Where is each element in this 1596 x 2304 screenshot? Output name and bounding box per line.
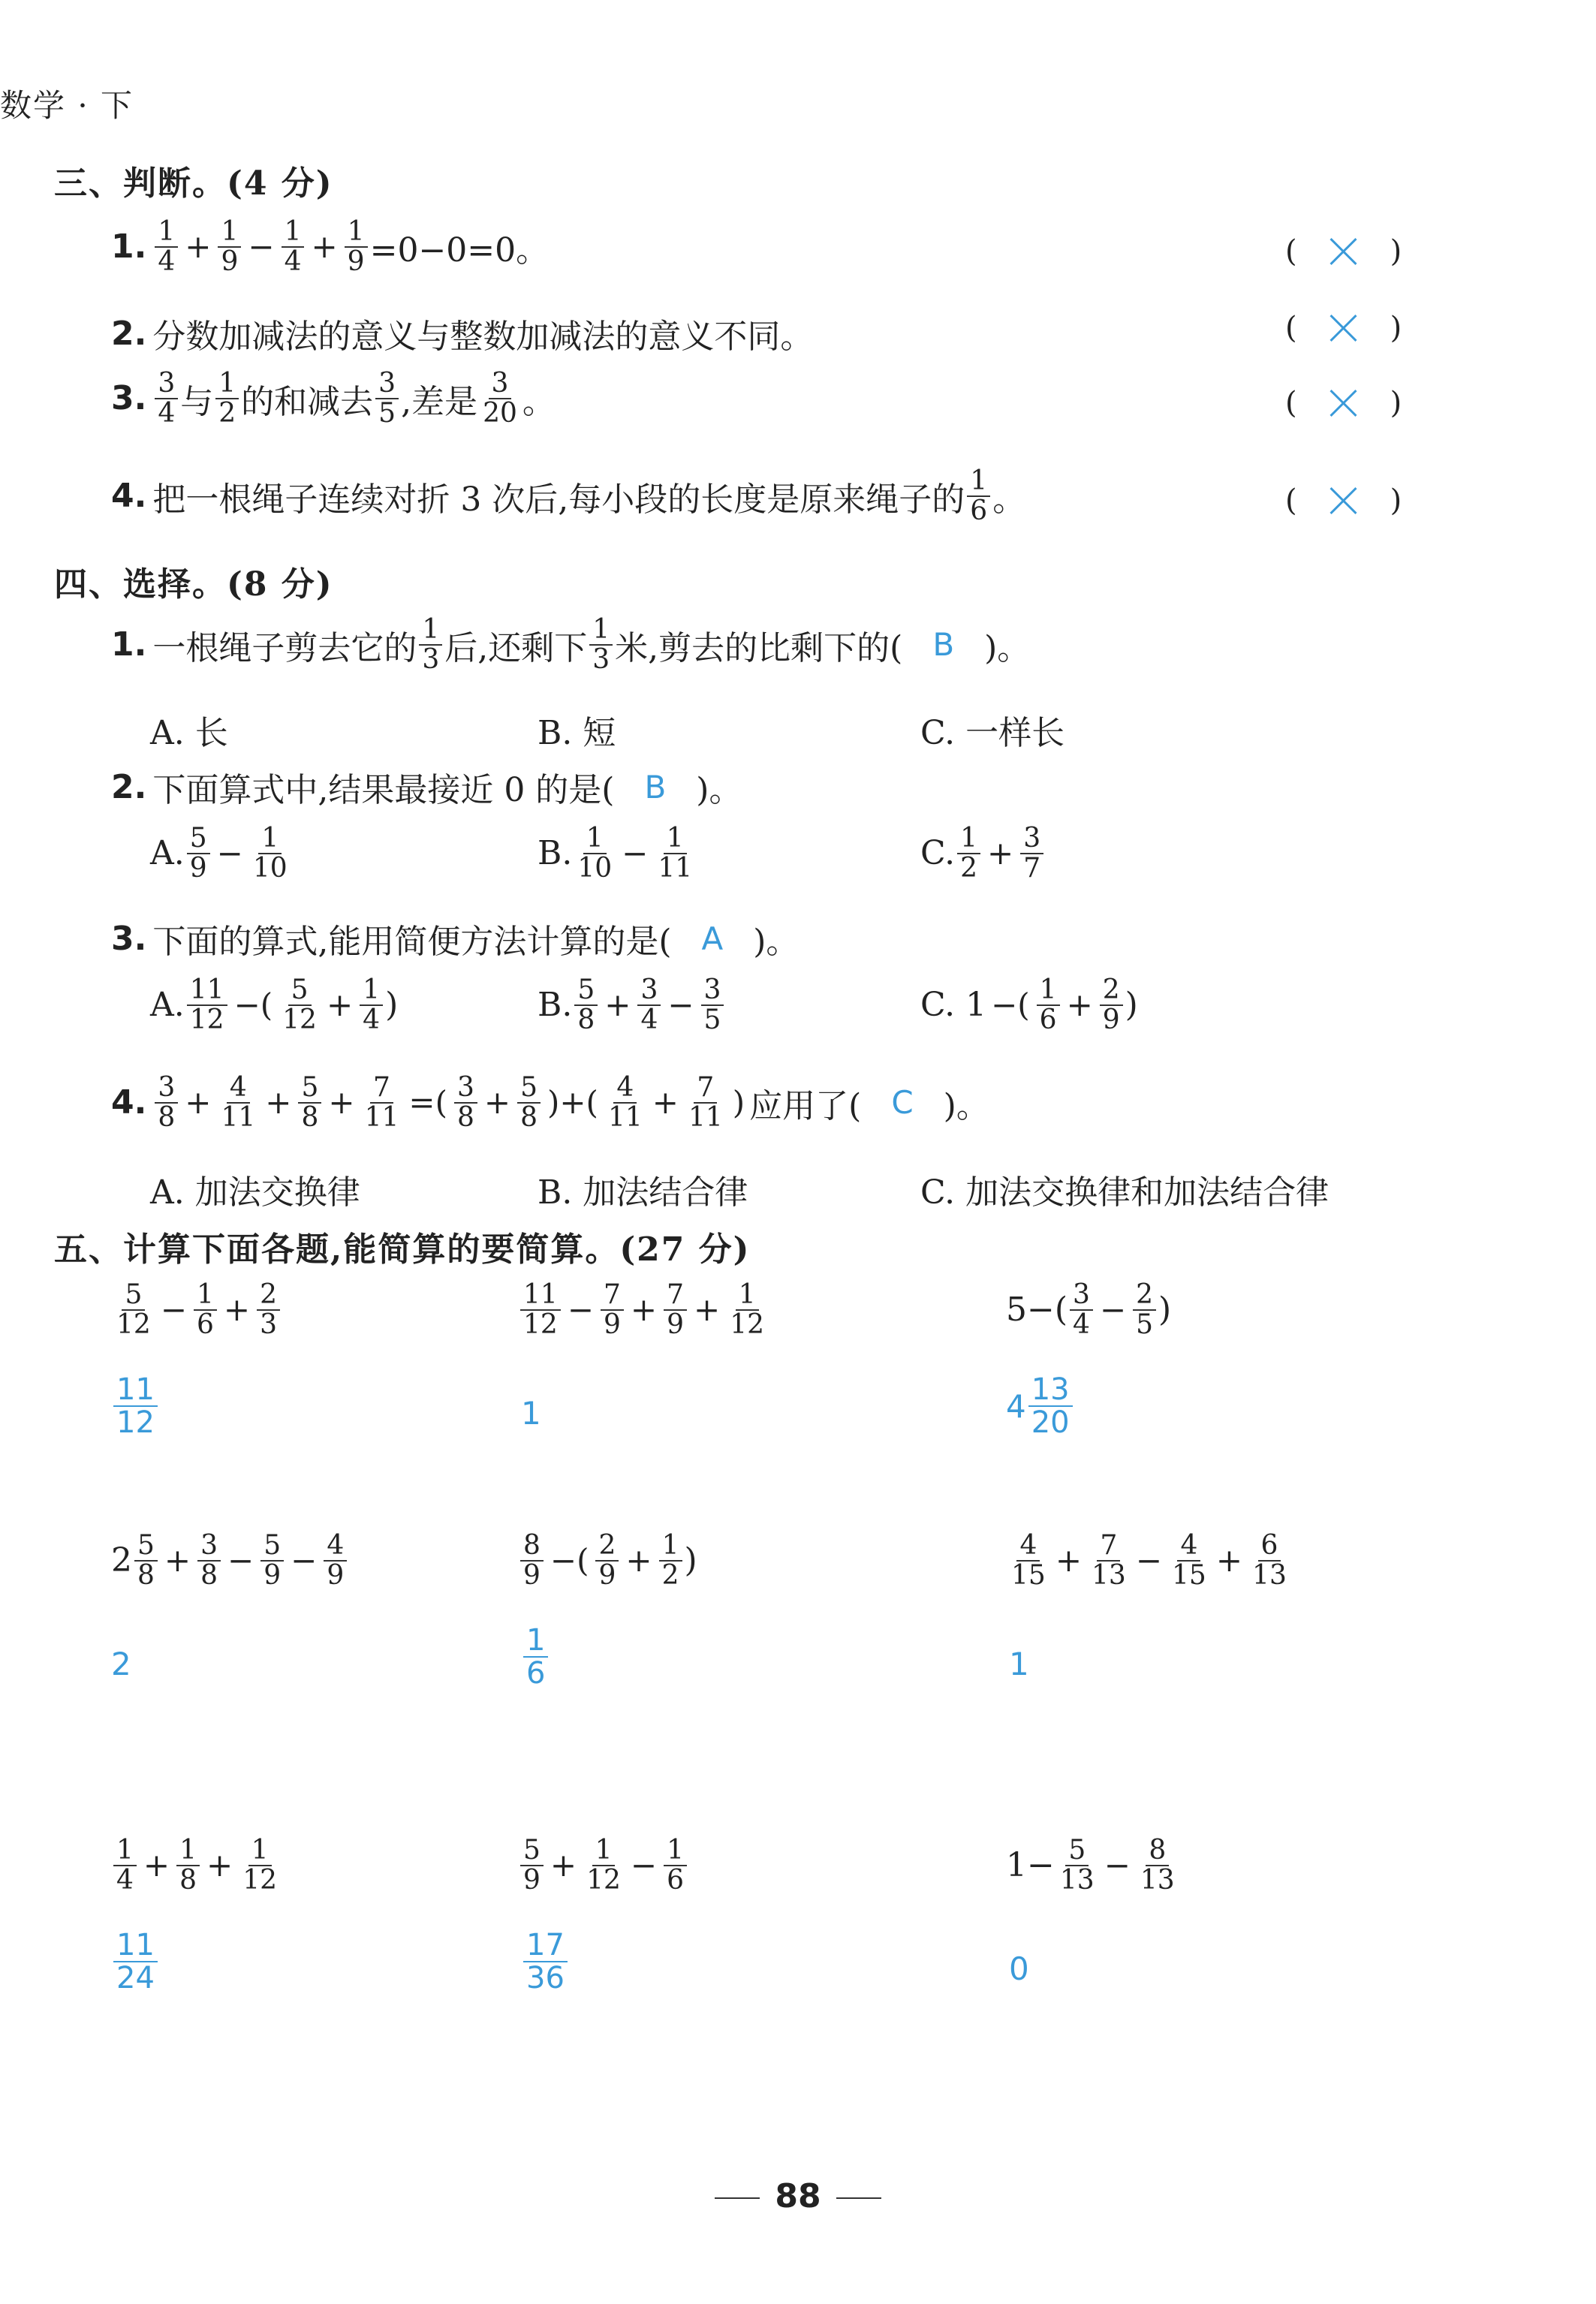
- fraction: $\frac{3}{4}$: [1070, 1281, 1093, 1339]
- option-label: A.: [150, 986, 185, 1025]
- fraction: $\frac{4}{11}$: [221, 1072, 256, 1133]
- fraction: $\frac{11}{12}$: [113, 1374, 158, 1438]
- fraction: $\frac{5}{8}$: [574, 976, 598, 1035]
- q-text: )。: [984, 628, 1031, 667]
- option-c: C. 一样长: [920, 714, 1065, 752]
- q-text: 下面的算式,能用简便方法计算的是(: [152, 923, 672, 961]
- fraction: $\frac{5}{9}$: [260, 1531, 284, 1590]
- judge-q2: [111, 309, 813, 357]
- q-text: 与: [180, 382, 214, 421]
- choice-q4: 4. $\frac{3}{8}$ + $\frac{4}{11}$ + $\frac{5}{8}$ + $\frac{7}{11}$ =( $\frac{3}{8}$ + $\frac{5}{8}$ )+( $\frac{4}{11}$ + $\frac{7}{11}$ ) 应用了( C )。: [111, 1072, 989, 1133]
- choice-q3: [111, 914, 799, 962]
- judge-q4: [111, 467, 1025, 526]
- fraction: $\frac{3}{4}$: [637, 976, 661, 1035]
- q-number: 4.: [111, 477, 147, 516]
- option-a: A. 长: [150, 714, 228, 752]
- fraction: $\frac{5}{8}$: [298, 1074, 321, 1132]
- fraction: $\frac{2}{9}$: [1100, 976, 1123, 1035]
- fraction: $\frac{1}{2}$: [215, 369, 239, 428]
- calc-answer-7: [111, 1929, 160, 1994]
- cross-mark-icon: [1327, 387, 1360, 420]
- fraction: $\frac{4}{15}$: [1011, 1530, 1046, 1591]
- q-number: 1.: [111, 625, 147, 664]
- fraction: $\frac{7}{9}$: [664, 1281, 687, 1339]
- fraction: $\frac{1}{4}$: [155, 218, 178, 276]
- fraction: $\frac{3}{4}$: [155, 369, 178, 428]
- fraction: $\frac{1}{4}$: [113, 1836, 137, 1895]
- judge-answer-3: [1285, 386, 1402, 420]
- fraction: $\frac{1}{6}$: [967, 467, 990, 526]
- calc-answer-9: 0: [1009, 1950, 1029, 1987]
- cross-mark-icon: [1327, 312, 1360, 345]
- fraction: $\frac{11}{12}$: [520, 1281, 561, 1339]
- fraction: $\frac{1}{2}$: [957, 824, 980, 883]
- option-b: B. $\frac{1}{10}$ − $\frac{1}{11}$: [538, 824, 697, 883]
- q-number: 2.: [111, 767, 147, 806]
- option-a: A. 加法交换律: [150, 1173, 360, 1212]
- option-label: B.: [538, 986, 573, 1025]
- judge-answer-1: [1285, 234, 1402, 269]
- q-number: 4.: [111, 1083, 147, 1122]
- calc-problem-6: $\frac{4}{15}$ + $\frac{7}{13}$ − $\frac{4}{15}$ + $\frac{6}{13}$: [1006, 1531, 1292, 1590]
- q-text: 。: [522, 382, 556, 421]
- q-text: 把一根绳子连续对折 3 次后,每小段的长度是原来绳子的: [152, 480, 965, 519]
- fraction: $\frac{1}{3}$: [589, 616, 613, 674]
- q-text: 后,还剩下: [444, 628, 588, 667]
- fraction: $\frac{1}{4}$: [282, 218, 305, 276]
- calc-answer-2: 1: [521, 1395, 541, 1432]
- choice-q2: [111, 763, 742, 811]
- fraction: $\frac{11}{12}$: [187, 976, 227, 1035]
- option-c: C. $\frac{1}{2}$ + $\frac{3}{7}$: [920, 824, 1046, 883]
- option-label: C.: [920, 834, 956, 873]
- q-number: 1.: [111, 227, 147, 267]
- fraction: $\frac{1}{9}$: [218, 218, 241, 276]
- whole-part: 4: [1006, 1387, 1026, 1425]
- fraction: $\frac{1}{3}$: [419, 616, 442, 674]
- option-c: C. 加法交换律和加法结合律: [920, 1173, 1329, 1212]
- calc-problem-5: $\frac{8}{9}$ −( $\frac{2}{9}$ + $\frac{1}{2}$ ): [518, 1531, 697, 1590]
- section-5-title: 五、计算下面各题,能简算的要简算。(27 分): [54, 1230, 751, 1269]
- fraction: $\frac{1}{9}$: [345, 218, 368, 276]
- fraction: $\frac{2}{3}$: [257, 1281, 280, 1339]
- fraction: $\frac{1}{6}$: [664, 1836, 687, 1895]
- fraction: $\frac{8}{13}$: [1140, 1835, 1175, 1896]
- fraction: $\frac{3}{7}$: [1020, 824, 1043, 883]
- fraction: $\frac{5}{9}$: [520, 1836, 544, 1895]
- calc-problem-2: $\frac{11}{12}$ − $\frac{7}{9}$ + $\frac{7}{9}$ + $\frac{1}{12}$: [518, 1281, 769, 1339]
- q-text: ,差是: [401, 382, 478, 421]
- fraction: $\frac{6}{13}$: [1252, 1530, 1287, 1591]
- judge-answer-4: [1285, 483, 1402, 518]
- option-c: C. 1 −( $\frac{1}{6}$ + $\frac{2}{9}$ ): [920, 974, 1138, 1035]
- section-3-title: 三、判断。(4 分): [54, 164, 333, 203]
- calc-problem-1: $\frac{5}{12}$ − $\frac{1}{6}$ + $\frac{2}{3}$: [111, 1281, 282, 1339]
- q-text: 的和减去: [241, 382, 374, 421]
- paren-close: ): [1390, 386, 1402, 420]
- calc-answer-1: [111, 1374, 160, 1438]
- section-4-title: 四、选择。(8 分): [54, 565, 333, 604]
- fraction: $\frac{5}{12}$: [116, 1279, 151, 1340]
- fraction: $\frac{5}{8}$: [134, 1531, 158, 1590]
- calc-answer-6: 1: [1009, 1646, 1029, 1682]
- fraction: $\frac{5}{12}$: [282, 974, 317, 1035]
- judge-answer-2: [1285, 311, 1402, 345]
- fraction: $\frac{4}{11}$: [607, 1072, 643, 1133]
- fraction: $\frac{4}{15}$: [1172, 1530, 1206, 1591]
- fraction: $\frac{2}{5}$: [1133, 1281, 1156, 1339]
- q-number: 2.: [111, 314, 147, 353]
- fraction: $\frac{3}{5}$: [701, 976, 724, 1035]
- fraction: $\frac{1}{10}$: [252, 823, 288, 884]
- book-header: 数学 · 下: [0, 87, 134, 124]
- paren-open: (: [1285, 483, 1297, 518]
- fraction: $\frac{4}{9}$: [324, 1531, 347, 1590]
- calc-problem-9: 1− $\frac{5}{13}$ − $\frac{8}{13}$: [1006, 1836, 1180, 1895]
- fraction: $\frac{7}{9}$: [601, 1281, 624, 1339]
- fraction: $\frac{1}{6}$: [194, 1281, 217, 1339]
- fraction: $\frac{1}{12}$: [586, 1835, 621, 1896]
- option-label: C. 1: [920, 986, 987, 1025]
- fraction: $\frac{1}{6}$: [523, 1625, 548, 1689]
- q-text: 一根绳子剪去它的: [152, 628, 417, 667]
- q-text: =0−0=0。: [369, 230, 550, 270]
- q-number: 3.: [111, 919, 147, 958]
- paren-open: (: [1285, 311, 1297, 345]
- fraction: $\frac{1}{2}$: [659, 1531, 682, 1590]
- fraction: $\frac{5}{9}$: [187, 824, 210, 883]
- fraction: $\frac{1}{8}$: [176, 1836, 200, 1895]
- judge-q3: [111, 369, 556, 428]
- fraction: $\frac{3}{8}$: [155, 1074, 178, 1132]
- option-label: B.: [538, 834, 573, 873]
- option-b: B. 短: [538, 714, 616, 752]
- cross-mark-icon: [1327, 484, 1360, 517]
- choice-q1: [111, 616, 1030, 674]
- paren-close: ): [1390, 234, 1402, 269]
- fraction: $\frac{7}{11}$: [688, 1072, 723, 1133]
- fraction: $\frac{5}{8}$: [517, 1074, 541, 1132]
- q-text: )。: [696, 771, 742, 809]
- option-b: B. $\frac{5}{8}$ + $\frac{3}{4}$ − $\frac{3}{5}$: [538, 976, 726, 1035]
- option-b: B. 加法结合律: [538, 1173, 748, 1212]
- fraction: $\frac{7}{13}$: [1092, 1530, 1126, 1591]
- fraction: $\frac{3}{8}$: [197, 1531, 221, 1590]
- fraction: $\frac{1}{6}$: [1037, 976, 1060, 1035]
- q-text: )。: [753, 923, 800, 961]
- paren-close: ): [1390, 311, 1402, 345]
- q-text: )。: [943, 1086, 989, 1125]
- fraction: $\frac{1}{11}$: [658, 823, 693, 884]
- option-label: A.: [150, 834, 185, 873]
- answer: B: [932, 626, 955, 664]
- calc-answer-8: [521, 1929, 570, 1994]
- calc-answer-4: 2: [111, 1646, 131, 1682]
- fraction: $\frac{1}{12}$: [242, 1835, 278, 1896]
- fraction: $\frac{13}{20}$: [1028, 1374, 1073, 1438]
- fraction: $\frac{3}{5}$: [375, 369, 399, 428]
- fraction: $\frac{8}{9}$: [520, 1531, 544, 1590]
- calc-answer-3: [1006, 1374, 1075, 1438]
- paren-open: (: [1285, 386, 1297, 420]
- fraction: $\frac{5}{13}$: [1059, 1835, 1095, 1896]
- fraction: $\frac{3}{20}$: [483, 368, 517, 429]
- fraction: $\frac{3}{8}$: [454, 1074, 477, 1132]
- paren-close: ): [1390, 483, 1402, 518]
- fraction: $\frac{1}{4}$: [360, 976, 383, 1035]
- answer: C: [891, 1084, 914, 1122]
- answer: A: [701, 920, 724, 957]
- answer: B: [644, 768, 667, 806]
- calc-answer-5: [521, 1625, 550, 1689]
- judge-q1: 1. $\frac{1}{4}$ + $\frac{1}{9}$ − $\frac{1}{4}$ + $\frac{1}{9}$ =0−0=0。: [111, 216, 550, 277]
- q-text: 分数加减法的意义与整数加减法的意义不同。: [152, 318, 814, 356]
- q-text: 。: [992, 480, 1026, 519]
- fraction: $\frac{7}{11}$: [364, 1072, 399, 1133]
- calc-problem-4: 2 $\frac{5}{8}$ + $\frac{3}{8}$ − $\frac{5}{9}$ − $\frac{4}{9}$: [111, 1531, 349, 1590]
- q-text: 米,剪去的比剩下的(: [615, 628, 903, 667]
- option-a: A. $\frac{5}{9}$ − $\frac{1}{10}$: [150, 824, 293, 883]
- fraction: $\frac{17}{36}$: [523, 1929, 568, 1994]
- calc-problem-3: 5−( $\frac{3}{4}$ − $\frac{2}{5}$ ): [1006, 1279, 1172, 1340]
- page-number: 88: [0, 2177, 1596, 2215]
- calc-problem-7: $\frac{1}{4}$ + $\frac{1}{8}$ + $\frac{1}{12}$: [111, 1836, 282, 1895]
- fraction: $\frac{1}{12}$: [730, 1279, 765, 1340]
- q-number: 3.: [111, 379, 147, 418]
- cross-mark-icon: [1327, 235, 1360, 268]
- fraction: $\frac{2}{9}$: [595, 1531, 619, 1590]
- calc-problem-8: $\frac{5}{9}$ + $\frac{1}{12}$ − $\frac{1}{6}$: [518, 1836, 689, 1895]
- paren-open: (: [1285, 234, 1297, 269]
- q-text: 下面算式中,结果最接近 0 的是(: [152, 771, 615, 809]
- q-text: 应用了(: [749, 1086, 862, 1125]
- option-a: A. $\frac{11}{12}$ −( $\frac{5}{12}$ + $\frac{1}{4}$ ): [150, 974, 399, 1035]
- fraction: $\frac{1}{10}$: [577, 823, 613, 884]
- fraction: $\frac{11}{24}$: [113, 1929, 158, 1994]
